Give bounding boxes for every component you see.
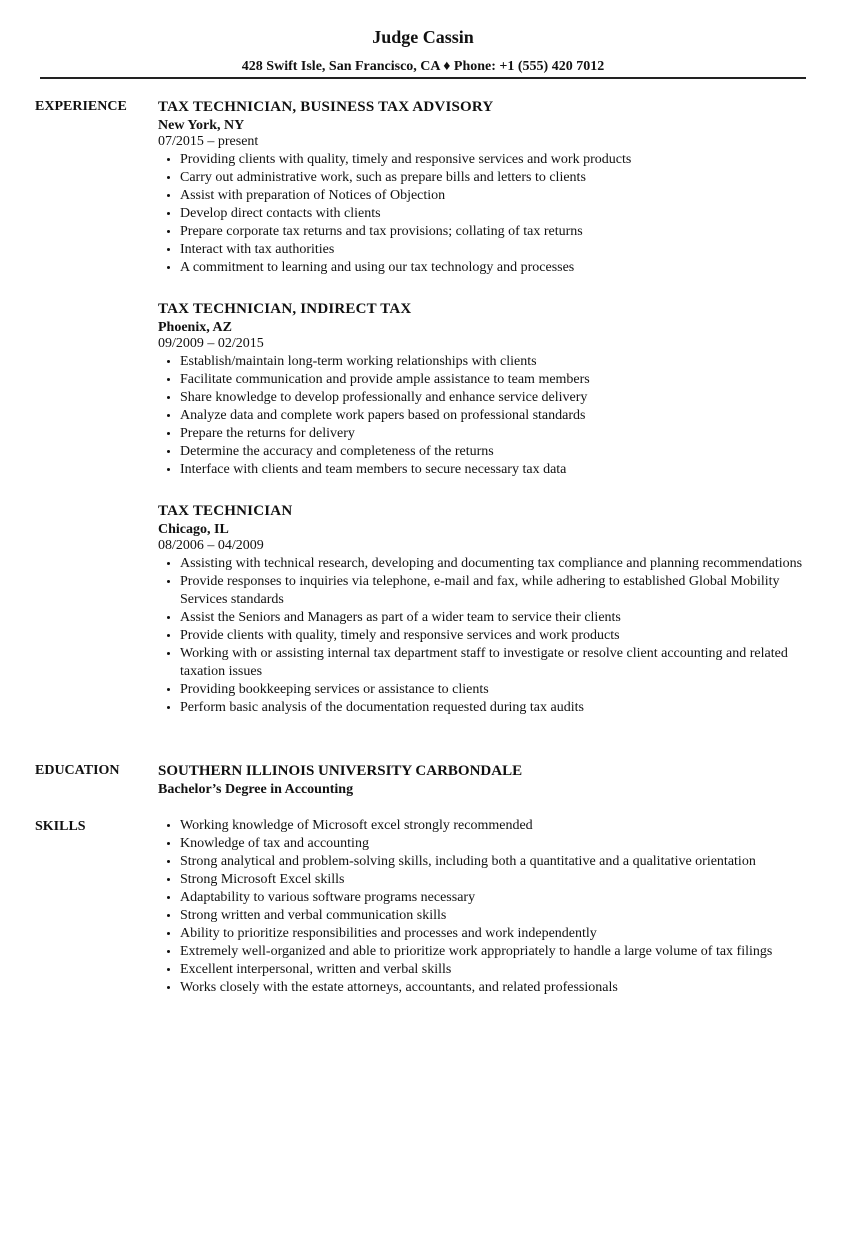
list-item: • Working with or assisting internal tax department staff to investigate or resolve client accounting and related taxation issues <box>180 645 810 681</box>
skills-list <box>158 817 838 997</box>
list-item: • Assist the Seniors and Managers as part of a wider team to service their clients <box>180 609 810 627</box>
list-item: • Excellent interpersonal, written and verbal skills <box>180 961 838 979</box>
list-item: • Share knowledge to develop professionally and enhance service delivery <box>180 389 828 407</box>
job-location: Chicago, IL <box>158 522 229 537</box>
list-item: • Develop direct contacts with clients <box>180 205 828 223</box>
job-title: TAX TECHNICIAN <box>158 503 293 519</box>
list-item: • Provide responses to inquiries via telephone, e-mail and fax, while adhering to established Global Mobility Services standards <box>180 573 810 609</box>
list-item: • Assist with preparation of Notices of Objection <box>180 187 828 205</box>
school-name: SOUTHERN ILLINOIS UNIVERSITY CARBONDALE <box>158 763 523 779</box>
job-entry <box>158 98 828 277</box>
contact-line: 428 Swift Isle, San Francisco, CA ♦ Phone: +1 (555) 420 7012 <box>241 59 605 74</box>
list-item: • Providing bookkeeping services or assistance to clients <box>180 681 810 699</box>
list-item: • Prepare corporate tax returns and tax provisions; collating of tax returns <box>180 223 828 241</box>
job-title: TAX TECHNICIAN, INDIRECT TAX <box>158 301 412 317</box>
list-item: • Extremely well-organized and able to prioritize work appropriately to handle a large volume of tax filings <box>180 943 838 961</box>
job-bullet-list <box>158 353 828 479</box>
list-item: • Prepare the returns for delivery <box>180 425 828 443</box>
section-label-experience: EXPERIENCE <box>35 99 127 114</box>
job-entry <box>158 300 828 479</box>
list-item: • Works closely with the estate attorneys, accountants, and related professionals <box>180 979 838 997</box>
list-item: • Analyze data and complete work papers based on professional standards <box>180 407 828 425</box>
list-item: • Providing clients with quality, timely and responsive services and work products <box>180 151 828 169</box>
list-item: • Determine the accuracy and completeness of the returns <box>180 443 828 461</box>
list-item: • Adaptability to various software programs necessary <box>180 889 838 907</box>
candidate-name: Judge Cassin <box>372 27 474 47</box>
list-item: • Working knowledge of Microsoft excel strongly recommended <box>180 817 838 835</box>
list-item: • Strong analytical and problem-solving skills, including both a quantitative and a qualitative orientation <box>180 853 838 871</box>
list-item: • Ability to prioritize responsibilities and processes and work independently <box>180 925 838 943</box>
job-bullet-list <box>158 555 810 717</box>
list-item: • Strong Microsoft Excel skills <box>180 871 838 889</box>
job-dates: 09/2009 – 02/2015 <box>158 336 264 351</box>
list-item: • Carry out administrative work, such as prepare bills and letters to clients <box>180 169 828 187</box>
job-bullet-list <box>158 151 828 277</box>
list-item: • Perform basic analysis of the documentation requested during tax audits <box>180 699 810 717</box>
degree: Bachelor’s Degree in Accounting <box>158 782 354 797</box>
list-item: • A commitment to learning and using our tax technology and processes <box>180 259 828 277</box>
list-item: • Interact with tax authorities <box>180 241 828 259</box>
list-item: • Strong written and verbal communication skills <box>180 907 838 925</box>
education-entry <box>158 762 828 799</box>
job-dates: 08/2006 – 04/2009 <box>158 538 264 553</box>
job-dates: 07/2015 – present <box>158 134 259 149</box>
list-item: • Establish/maintain long-term working relationships with clients <box>180 353 828 371</box>
section-label-skills: SKILLS <box>35 819 86 834</box>
section-label-education: EDUCATION <box>35 763 120 778</box>
job-location: New York, NY <box>158 118 245 133</box>
header-divider <box>40 77 806 79</box>
job-entry <box>158 502 828 717</box>
list-item: • Assisting with technical research, developing and documenting tax compliance and planning recommendations <box>180 555 810 573</box>
skills-block <box>158 817 838 997</box>
job-location: Phoenix, AZ <box>158 320 232 335</box>
list-item: • Provide clients with quality, timely and responsive services and work products <box>180 627 810 645</box>
list-item: • Facilitate communication and provide ample assistance to team members <box>180 371 828 389</box>
list-item: • Interface with clients and team members to secure necessary tax data <box>180 461 828 479</box>
job-title: TAX TECHNICIAN, BUSINESS TAX ADVISORY <box>158 99 494 115</box>
list-item: • Knowledge of tax and accounting <box>180 835 838 853</box>
